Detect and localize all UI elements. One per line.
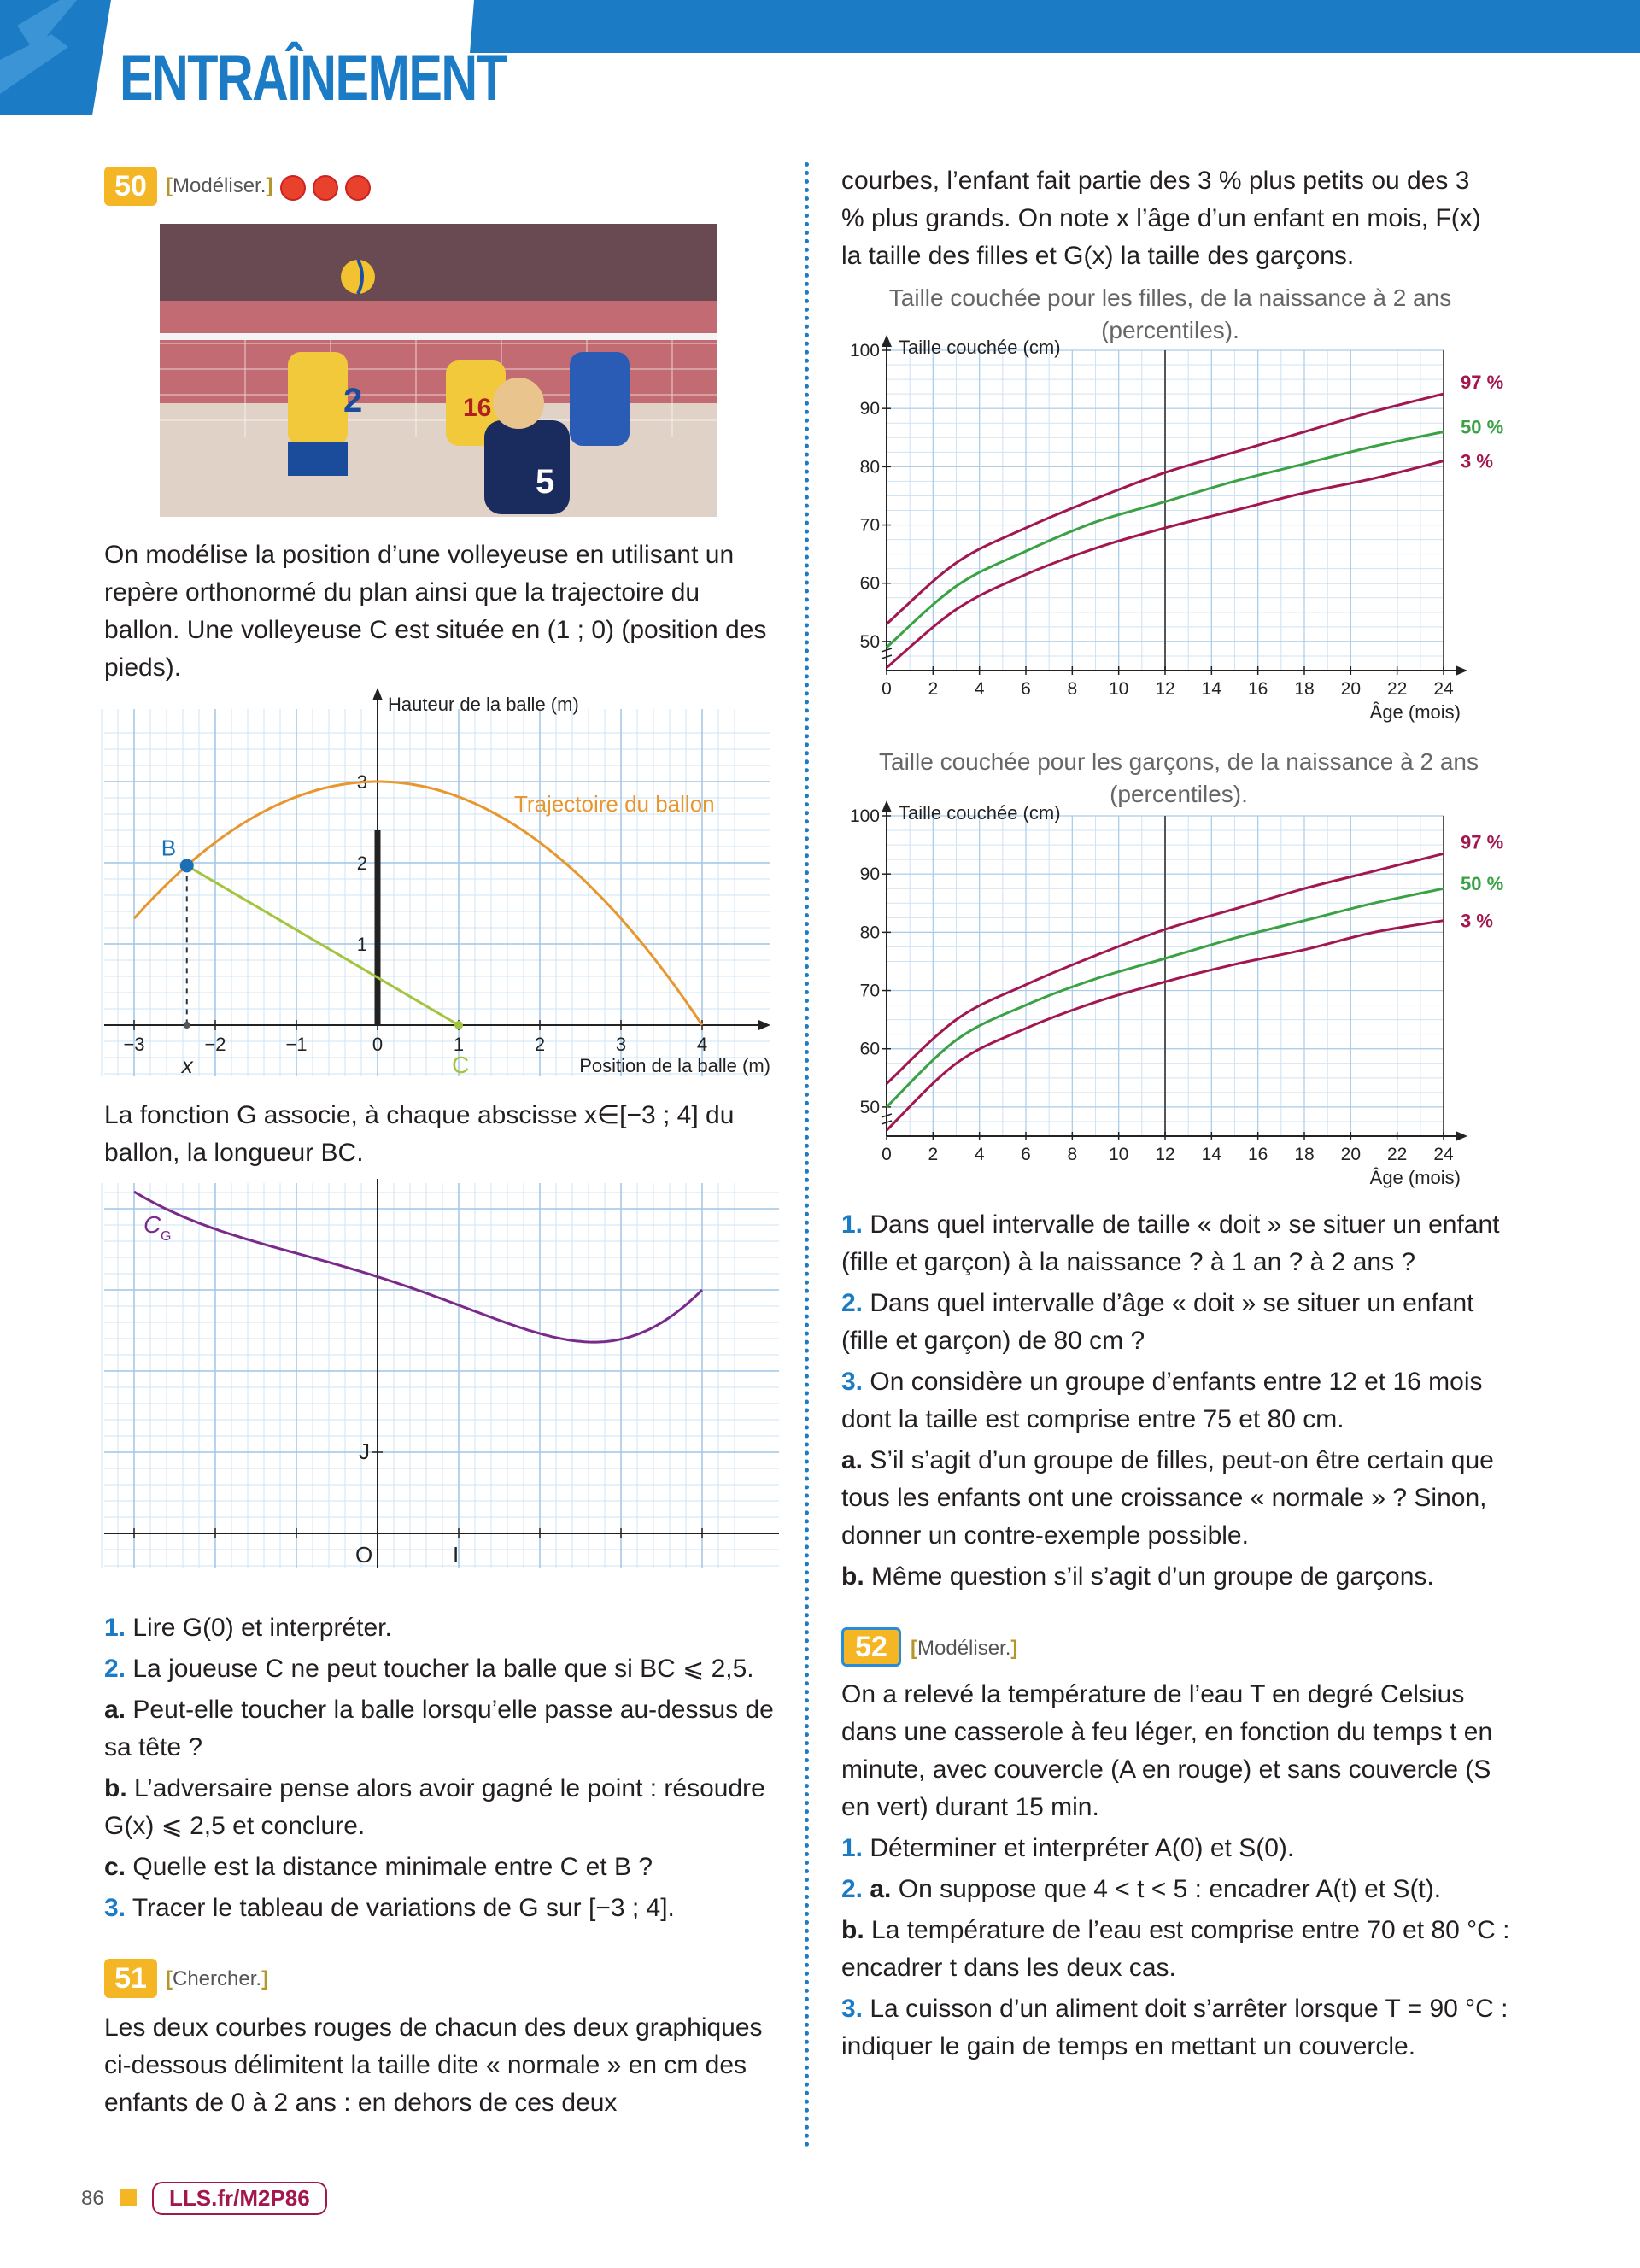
q3-number: 3. xyxy=(841,1368,864,1396)
ex51-q2 xyxy=(841,1285,1508,1360)
x-axis-label: Position de la balle (m) xyxy=(579,1055,770,1076)
x-axis-arrow xyxy=(758,1020,770,1030)
q1-number: 1. xyxy=(841,1210,864,1239)
y-tick-label: 2 xyxy=(356,853,367,874)
q2b-letter: b. xyxy=(841,1916,864,1944)
ex51-q3b xyxy=(841,1558,1508,1596)
x-axis-arrow xyxy=(1456,1131,1467,1141)
y-tick-label: 50 xyxy=(859,1097,880,1117)
q2b-text: La température de l’eau est comprise entre 70 et 80 °C : encadrer t dans les deux cas. xyxy=(841,1916,1510,1982)
y-axis-label: Hauteur de la balle (m) xyxy=(388,694,579,715)
point-b xyxy=(180,859,194,872)
svg-text:2: 2 xyxy=(343,382,363,419)
x-axis-label: Âge (mois) xyxy=(1369,701,1461,723)
y-tick-label: 80 xyxy=(859,923,880,943)
svg-text:16: 16 xyxy=(463,394,492,422)
label-i: I xyxy=(453,1542,460,1568)
ex50-q2c xyxy=(104,1849,779,1886)
difficulty-dots xyxy=(278,173,380,203)
column-divider xyxy=(805,162,809,2148)
series-label: 50 % xyxy=(1461,416,1504,438)
q2a-letter: a. xyxy=(870,1875,892,1903)
ex52-questions xyxy=(841,1676,1516,2066)
ex50-q3 xyxy=(104,1890,779,1927)
x-tick-label: 1 xyxy=(453,1034,465,1055)
y-tick-label: 100 xyxy=(849,806,880,826)
x-tick-label: 12 xyxy=(1155,1145,1175,1164)
curve-label-subscript: G xyxy=(161,1229,172,1244)
x-tick-label: 4 xyxy=(696,1034,708,1055)
page-number: 86 xyxy=(81,2187,104,2210)
y-tick-label: 1 xyxy=(356,934,367,955)
q2a-letter: a. xyxy=(104,1696,126,1724)
q1-number: 1. xyxy=(841,1834,864,1862)
x-tick-label: 6 xyxy=(1021,679,1031,699)
ex50-questions xyxy=(104,1609,779,1927)
ex50-q1 xyxy=(104,1609,779,1647)
ex51-intro-continued: courbes, l’enfant fait partie des 3 % plus petits ou des 3 % plus grands. On note x l’âge d’un enfant en mois, F(x) la taille des filles et G(x) la taille des garçons. xyxy=(841,167,1481,270)
x-tick-label: 18 xyxy=(1294,679,1315,699)
q2a-text: On suppose que 4 < t < 5 : encadrer A(t) et S(t). xyxy=(898,1875,1442,1903)
x-tick-label: 24 xyxy=(1433,1145,1454,1164)
q3b-letter: b. xyxy=(841,1562,864,1591)
q1-text: Déterminer et interpréter A(0) et S(0). xyxy=(870,1834,1295,1862)
point-c-dot xyxy=(454,1021,463,1029)
boys-height-chart xyxy=(846,799,1504,1200)
q3b-text: Même question s’il s’agit d’un groupe de garçons. xyxy=(871,1562,1434,1591)
trajectory-curve xyxy=(134,782,702,1025)
x-tick-label: 16 xyxy=(1247,679,1268,699)
q2-number: 2. xyxy=(841,1289,864,1317)
series-label: 3 % xyxy=(1461,450,1493,472)
label-x: x xyxy=(181,1052,193,1078)
q2b-text: L’adversaire pense alors avoir gagné le point : résoudre G(x) ⩽ 2,5 et conclure. xyxy=(104,1774,765,1840)
q2-number: 2. xyxy=(841,1875,864,1903)
function-g-graph xyxy=(104,1179,788,1572)
q2c-text: Quelle est la distance minimale entre C et B ? xyxy=(132,1853,653,1881)
x-tick-label: 22 xyxy=(1386,679,1408,699)
footer-link[interactable]: LLS.fr/M2P86 xyxy=(152,2182,327,2215)
series-label: 97 % xyxy=(1461,831,1504,853)
x-tick-label: 14 xyxy=(1201,679,1222,699)
q3a-letter: a. xyxy=(841,1446,864,1474)
trajectory-label: Trajectoire du ballon xyxy=(514,791,715,817)
ex52-q1 xyxy=(841,1830,1516,1867)
y-axis-arrow xyxy=(882,800,892,812)
girls-chart-title: Taille couchée pour les filles, de la naissance à 2 ans (percentiles). xyxy=(888,284,1452,343)
y-tick-label: 60 xyxy=(859,573,880,594)
x-tick-label: 18 xyxy=(1294,1145,1315,1164)
y-tick-label: 70 xyxy=(859,515,880,536)
x-tick-label: 20 xyxy=(1340,1145,1362,1164)
x-tick-label: 8 xyxy=(1067,679,1078,699)
x-tick-label: 3 xyxy=(615,1034,627,1055)
y-tick-label: 90 xyxy=(859,864,880,885)
ex52-q3 xyxy=(841,1990,1516,2066)
svg-text:5: 5 xyxy=(536,463,555,501)
y-tick-label: 100 xyxy=(849,341,880,360)
label-c: C xyxy=(452,1052,470,1078)
ex52-intro: On a relevé la température de l’eau T en degré Celsius dans une casserole à feu léger, en fonction du temps t en minute, avec couvercle (A en rouge) et sans couvercle (S en vert) durant 15 min. xyxy=(841,1680,1493,1821)
x-tick-label: 4 xyxy=(974,679,985,699)
q3-text: La cuisson d’un aliment doit s’arrêter lorsque T = 90 °C : indiquer le gain de temps en mettant un couvercle. xyxy=(841,1995,1508,2060)
q1-text: Lire G(0) et interpréter. xyxy=(132,1614,392,1642)
footer-square xyxy=(120,2189,137,2206)
q3a-text: S’il s’agit d’un groupe de filles, peut-on être certain que tous les enfants ont une croissance « normale » ? Sinon, donner un contre-exemple possible. xyxy=(841,1446,1494,1550)
q2-text: Dans quel intervalle d’âge « doit » se situer un enfant (fille et garçon) de 80 cm ? xyxy=(841,1289,1474,1355)
q2a-text: Peut-elle toucher la balle lorsqu’elle passe au-dessus de sa tête ? xyxy=(104,1696,774,1761)
exercise-tag-51: [Chercher.] xyxy=(166,1967,269,1990)
boys-chart-title: Taille couchée pour les garçons, de la naissance à 2 ans (percentiles). xyxy=(879,748,1479,807)
x-tick-label: 4 xyxy=(974,1145,985,1164)
x-tick-label: 24 xyxy=(1433,679,1454,699)
q1-text: Dans quel intervalle de taille « doit » se situer un enfant (fille et garçon) à la naissance ? à 1 an ? à 2 ans ? xyxy=(841,1210,1500,1276)
q2b-letter: b. xyxy=(104,1774,127,1802)
q3-number: 3. xyxy=(104,1894,126,1922)
label-b: B xyxy=(161,835,177,861)
exercise-tag-50: [Modéliser.] xyxy=(166,174,273,197)
x-axis-label: Âge (mois) xyxy=(1369,1167,1461,1188)
q2-text: La joueuse C ne peut toucher la balle que si BC ⩽ 2,5. xyxy=(132,1655,754,1683)
q2c-letter: c. xyxy=(104,1853,126,1881)
x-tick-label: 22 xyxy=(1386,1145,1408,1164)
x-tick-label: 2 xyxy=(928,1145,939,1164)
x-tick-label: 2 xyxy=(928,679,939,699)
x-tick-label: 10 xyxy=(1108,679,1129,699)
series-label: 3 % xyxy=(1461,910,1493,932)
g-curve xyxy=(134,1192,702,1342)
x-tick-label: 0 xyxy=(372,1034,384,1055)
x-tick-label: 0 xyxy=(882,1145,892,1164)
series-label: 50 % xyxy=(1461,873,1504,895)
x-axis-arrow xyxy=(1456,665,1467,676)
q2-number: 2. xyxy=(104,1655,126,1683)
label-o: O xyxy=(355,1542,373,1568)
ex51-q1 xyxy=(841,1206,1508,1281)
x-tick-label: 16 xyxy=(1247,1145,1268,1164)
label-j: J xyxy=(359,1439,370,1464)
x-tick-label: 12 xyxy=(1155,679,1175,699)
x-tick-label: −2 xyxy=(204,1034,226,1055)
ex51-intro: Les deux courbes rouges de chacun des deux graphiques ci-dessous délimitent la taille dite « normale » en cm des enfants de 0 à 2 ans : en dehors de ces deux xyxy=(104,2013,763,2117)
ex50-function-text: La fonction G associe, à chaque abscisse x∈[−3 ; 4] du ballon, la longueur BC. xyxy=(104,1101,735,1167)
x-tick-label: 6 xyxy=(1021,1145,1031,1164)
q3-text: On considère un groupe d’enfants entre 12 et 16 mois dont la taille est comprise entre 75 et 80 cm. xyxy=(841,1368,1483,1433)
y-tick-label: 70 xyxy=(859,981,880,1001)
girls-height-chart xyxy=(846,333,1504,735)
tag-text: Modéliser. xyxy=(173,174,266,197)
x-tick-label: 0 xyxy=(882,679,892,699)
page-title: ENTRAÎNEMENT xyxy=(120,42,507,114)
curve-label: C xyxy=(144,1211,161,1238)
ex50-intro: On modélise la position d’une volleyeuse en utilisant un repère orthonormé du plan ainsi que la trajectoire du ballon. Une volleyeuse C est située en (1 ; 0) (position des pieds). xyxy=(104,541,767,682)
y-tick-label: 90 xyxy=(859,399,880,419)
x-tick-label: 2 xyxy=(534,1034,546,1055)
x-tick-label: 14 xyxy=(1201,1145,1222,1164)
q3-number: 3. xyxy=(841,1995,864,2023)
series-label: 97 % xyxy=(1461,372,1504,394)
y-tick-label: 60 xyxy=(859,1039,880,1059)
segment-bc xyxy=(187,865,459,1025)
y-axis-arrow xyxy=(882,335,892,347)
ex50-q2 xyxy=(104,1650,779,1688)
ex52-q2b xyxy=(841,1912,1516,1987)
y-axis-arrow xyxy=(372,688,383,700)
trajectory-graph xyxy=(104,683,788,1085)
ex50-q2a xyxy=(104,1691,779,1767)
x-tick-label: 10 xyxy=(1108,1145,1129,1164)
tag-text: Chercher. xyxy=(173,1967,262,1990)
y-axis-label: Taille couchée (cm) xyxy=(899,337,1061,358)
y-axis-label: Taille couchée (cm) xyxy=(899,802,1061,823)
ex51-q3a xyxy=(841,1442,1508,1555)
q1-number: 1. xyxy=(104,1614,126,1642)
q3-text: Tracer le tableau de variations de G sur [−3 ; 4]. xyxy=(132,1894,675,1922)
x-tick-label: −3 xyxy=(123,1034,145,1055)
ex51-q3 xyxy=(841,1363,1508,1439)
exercise-number-51: 51 xyxy=(104,1959,157,1998)
volleyball-photo xyxy=(160,224,717,517)
exercise-tag-52: [Modéliser.] xyxy=(911,1637,1018,1660)
x-tick-label: −1 xyxy=(285,1034,308,1055)
point-x-dot xyxy=(184,1022,190,1029)
y-tick-label: 80 xyxy=(859,457,880,478)
tag-text: Modéliser. xyxy=(917,1637,1011,1660)
exercise-number-52: 52 xyxy=(841,1627,901,1667)
exercise-number-50: 50 xyxy=(104,167,157,206)
ex51-questions xyxy=(841,1206,1508,1596)
y-tick-label: 50 xyxy=(859,631,880,652)
y-tick-label: 3 xyxy=(356,771,367,793)
ex50-q2b xyxy=(104,1770,779,1845)
ex52-q2a xyxy=(841,1871,1516,1908)
x-tick-label: 8 xyxy=(1067,1145,1078,1164)
x-tick-label: 20 xyxy=(1340,679,1362,699)
